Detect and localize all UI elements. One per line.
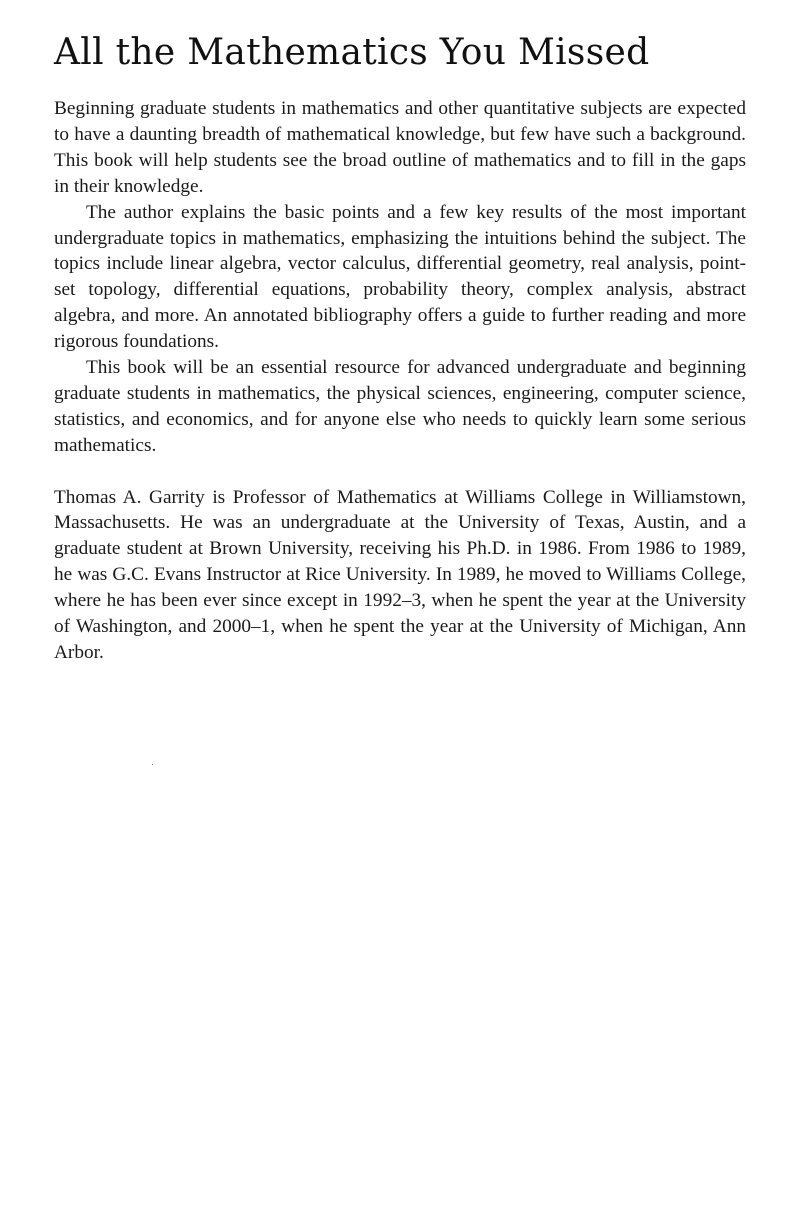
author-bio-paragraph: Thomas A. Garrity is Professor of Mathematics at Williams College in Williamstown, Massachusetts. He was an undergraduate at the University of Texas, Austin, and a graduate student at Brown University, receiving his Ph.D. in 1986. From 1986 to 1989, he was G.C. Evans Instructor at Rice University. In 1989, he moved to Williams College, where he has been ever since except in 1992–3, when he spent the year at the University of Washington, and 2000–1, when he spent the year at the University of Michigan, Ann Arbor. <box>54 486 746 664</box>
description-paragraph: This book will be an essential resource for advanced undergraduate and beginning graduate students in mathematics, the physical sciences, engineering, computer science, statistics, and economics, and for anyone else who needs to quickly learn some serious mathematics. <box>54 357 746 456</box>
author-biography <box>54 485 746 666</box>
book-description <box>54 96 746 459</box>
book-title: All the Mathematics You Missed <box>54 32 650 73</box>
book-blurb-page <box>54 28 746 666</box>
scan-speck <box>152 764 153 765</box>
description-paragraph: Beginning graduate students in mathematics and other quantitative subjects are expected to have a daunting breadth of mathematical knowledge, but few have such a background. This book will help students see the broad outline of mathematics and to fill in the gaps in their knowledge. <box>54 98 746 197</box>
description-paragraph: The author explains the basic points and a few key results of the most important undergraduate topics in mathematics, emphasizing the intuitions behind the subject. The topics include linear algebra, vector calculus, differential geometry, real analysis, point-set topology, differential equations, probability theory, complex analysis, abstract algebra, and more. An annotated bibliography offers a guide to further reading and more rigorous foundations. <box>54 201 746 353</box>
